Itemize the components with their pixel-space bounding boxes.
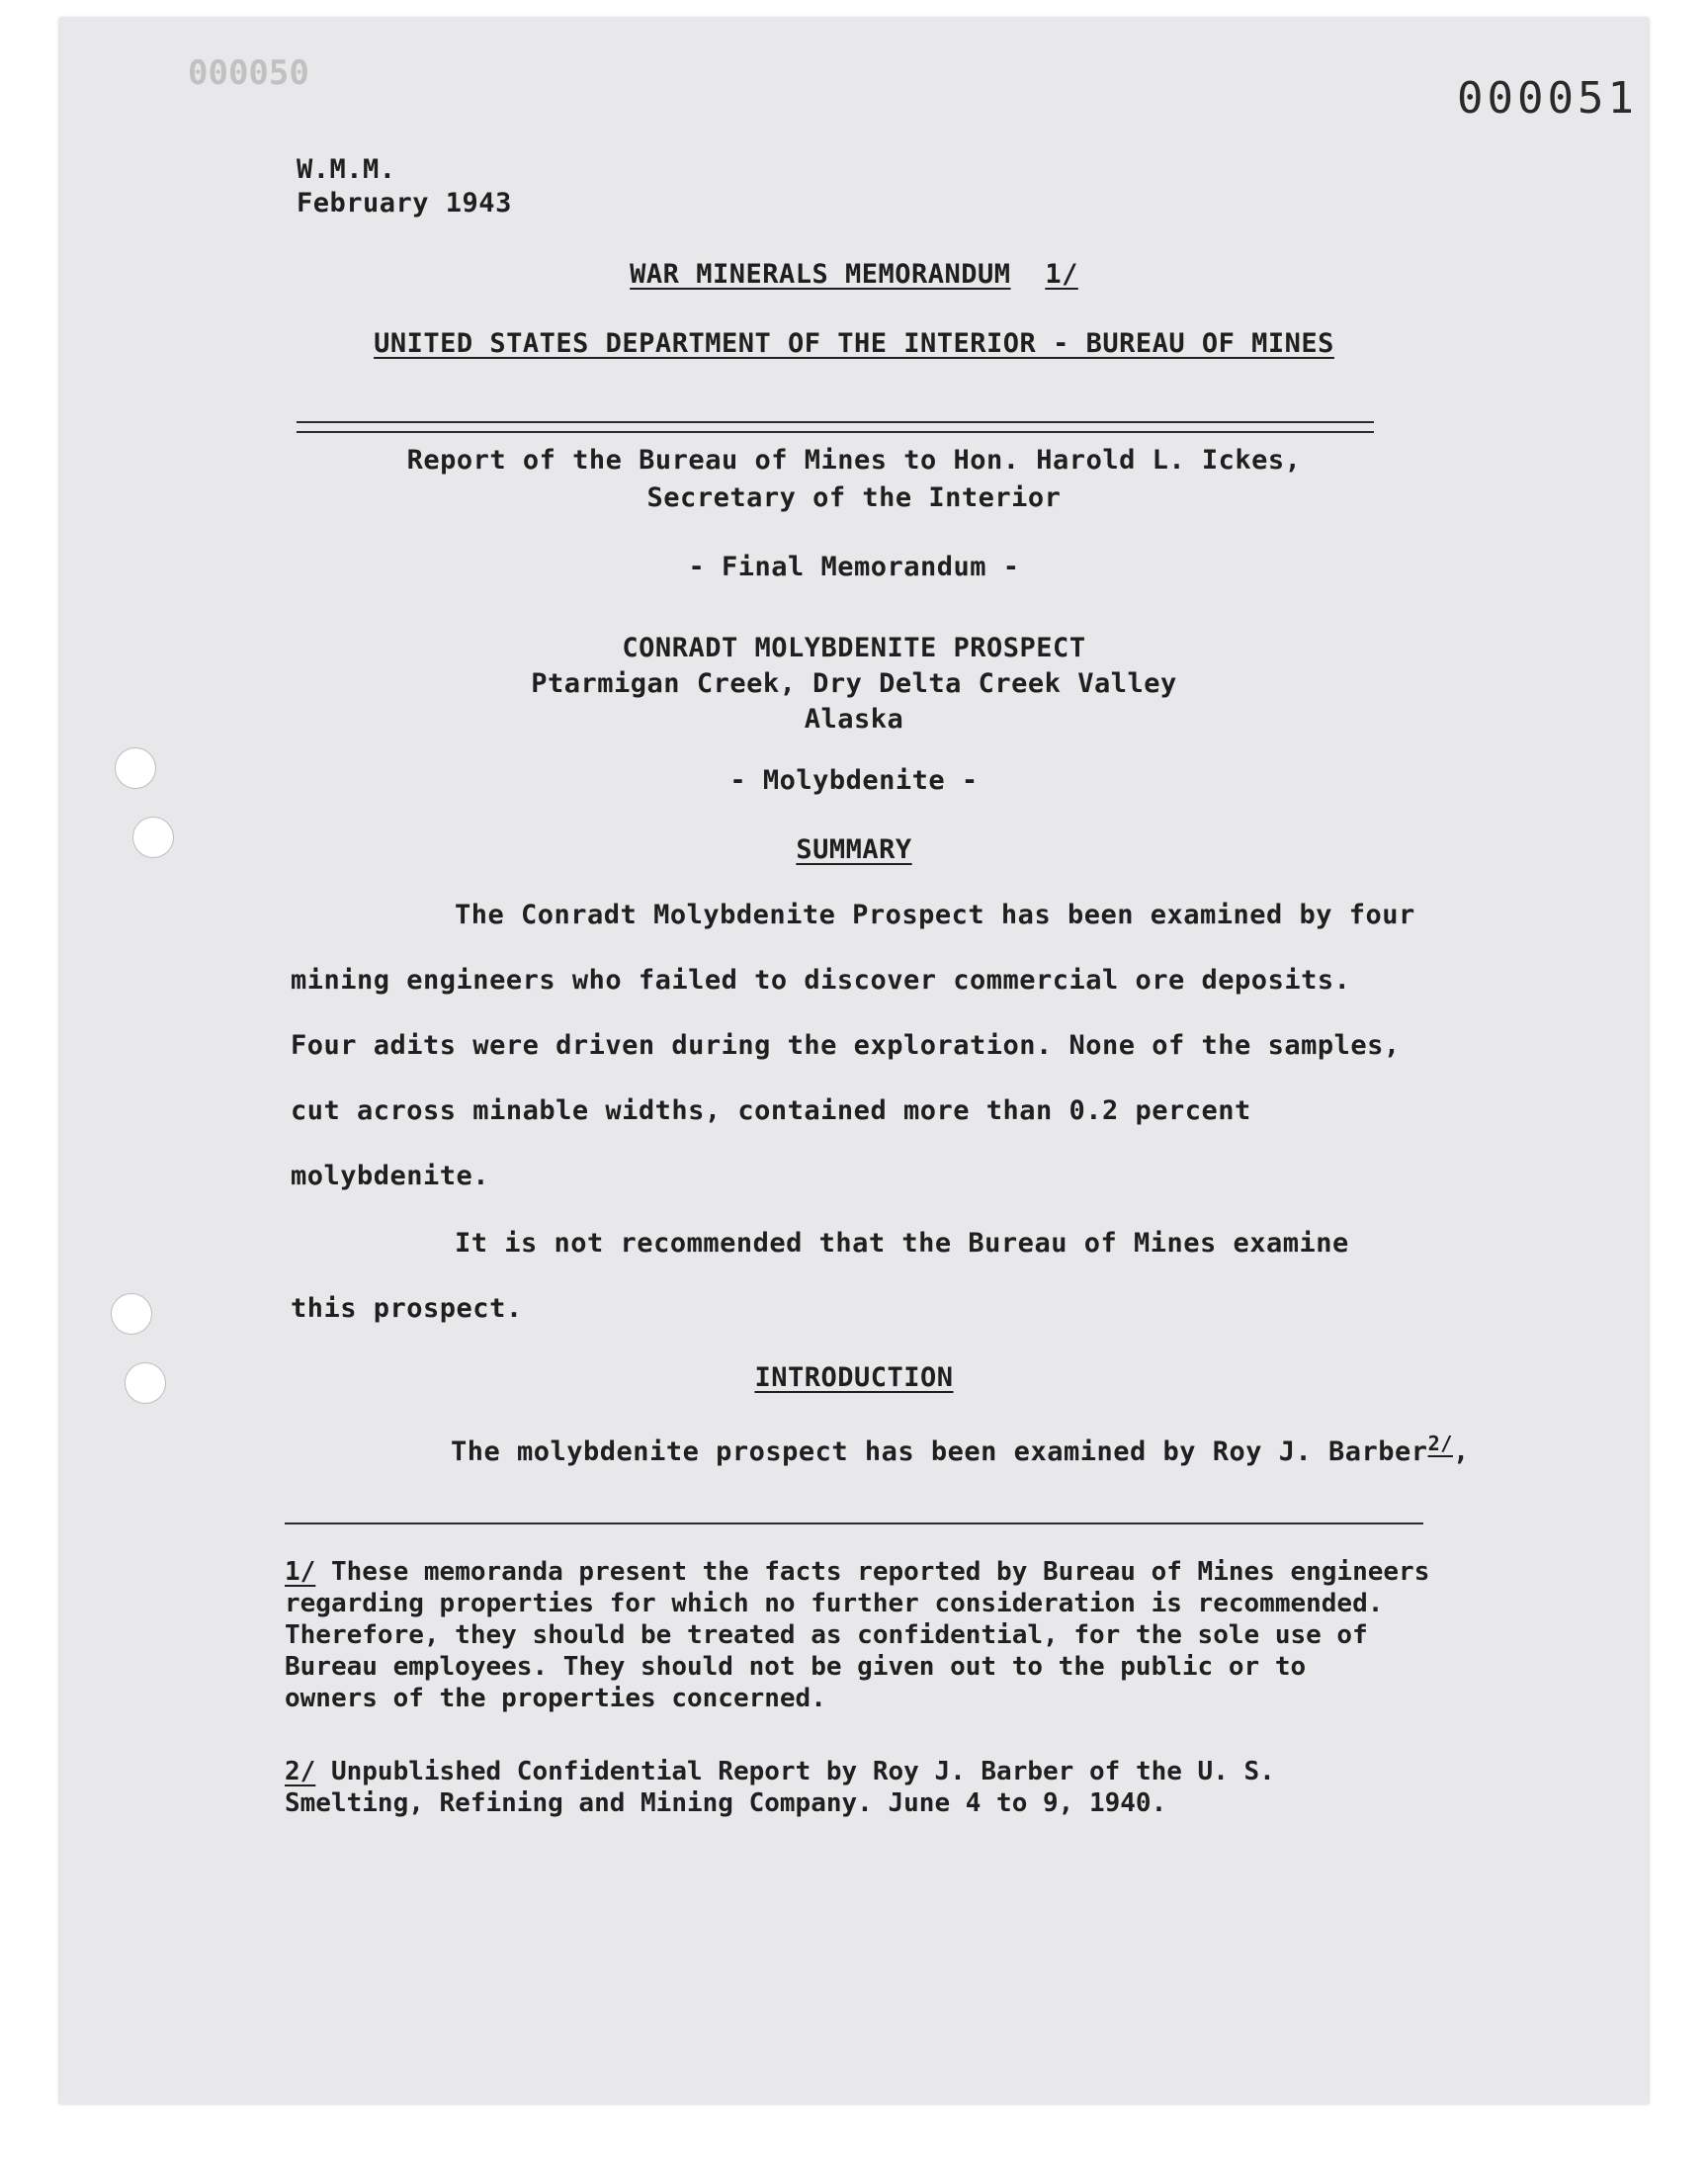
ghost-page-number: 000050 <box>188 53 309 93</box>
summary-line-1: The Conradt Molybdenite Prospect has been examined by four <box>455 900 1415 930</box>
footnote-1 <box>285 1556 1429 1714</box>
prospect-name: CONRADT MOLYBDENITE PROSPECT <box>622 633 1086 663</box>
introduction-heading: INTRODUCTION <box>754 1362 954 1393</box>
footnote-2-line-2: Smelting, Refining and Mining Company. June 4 to 9, 1940. <box>285 1788 1167 1818</box>
summary-line-5: molybdenite. <box>291 1161 490 1191</box>
footnote-1-line-5: owners of the properties concerned. <box>285 1684 826 1713</box>
summary-heading: SUMMARY <box>796 834 912 865</box>
memo-title: WAR MINERALS MEMORANDUM <box>630 259 1011 290</box>
footnote-1-line-4: Bureau employees. They should not be given out to the public or to <box>285 1652 1307 1682</box>
summary-line-2: mining engineers who failed to discover commercial ore deposits. <box>291 965 1351 996</box>
agency-heading: UNITED STATES DEPARTMENT OF THE INTERIOR - BUREAU OF MINES <box>374 328 1334 359</box>
memo-type: - Final Memorandum - <box>688 552 1020 582</box>
introduction-text: The molybdenite prospect has been examined by Roy J. Barber <box>451 1436 1428 1467</box>
punch-hole <box>111 1293 152 1335</box>
introduction-footnote-ref: 2/ <box>1427 1432 1453 1455</box>
memo-title-line <box>59 259 1649 290</box>
mineral-heading: - Molybdenite - <box>729 765 979 796</box>
footnote-2-ref: 2/ <box>285 1757 316 1786</box>
report-line-2: Secretary of the Interior <box>646 482 1062 513</box>
footnote-1-ref: 1/ <box>285 1557 316 1587</box>
introduction-trailing: , <box>1452 1436 1470 1467</box>
footnote-1-line-2: regarding properties for which no further consideration is recommended. <box>285 1589 1384 1618</box>
report-line-1: Report of the Bureau of Mines to Hon. Harold L. Ickes, <box>406 445 1302 476</box>
recommendation-line-1: It is not recommended that the Bureau of Mines examine <box>455 1228 1349 1259</box>
double-rule-top <box>297 421 1374 423</box>
recommendation-line-2: this prospect. <box>291 1293 523 1324</box>
title-footnote-ref: 1/ <box>1045 259 1078 290</box>
summary-line-3: Four adits were driven during the exploration. None of the samples, <box>291 1030 1401 1061</box>
footnote-1-line-3: Therefore, they should be treated as confidential, for the sole use of <box>285 1620 1368 1650</box>
double-rule-bottom <box>297 431 1374 433</box>
footnote-rule <box>285 1522 1423 1524</box>
page-number: 000051 <box>1457 73 1638 124</box>
introduction-line <box>451 1432 1470 1467</box>
memo-date: February 1943 <box>297 188 512 218</box>
footnote-2 <box>285 1756 1275 1819</box>
prospect-location: Ptarmigan Creek, Dry Delta Creek Valley <box>531 668 1177 699</box>
footnote-2-line-1: Unpublished Confidential Report by Roy J. Barber of the U. S. <box>330 1757 1275 1786</box>
prospect-state: Alaska <box>804 704 904 735</box>
memo-code: W.M.M. <box>297 154 396 185</box>
footnote-1-line-1: These memoranda present the facts reported by Bureau of Mines engineers <box>330 1557 1430 1587</box>
summary-line-4: cut across minable widths, contained more than 0.2 percent <box>291 1095 1251 1126</box>
document-page <box>59 18 1649 2104</box>
